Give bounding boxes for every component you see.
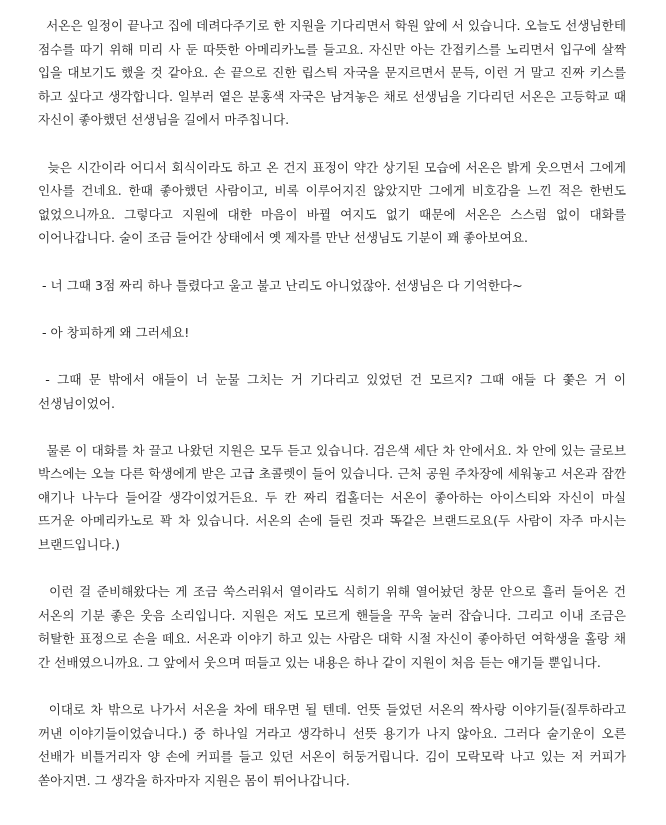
story-paragraph-5: 이대로 차 밖으로 나가서 서온을 차에 태우면 될 텐데. 언뜻 들었던 서온의 짝사랑 이야기들(질투하라고 꺼낸 이야기들이었습니다.) 중 하나일 거라고 생각하니 선뜻 용기가 나지 않아요. 그러다 술기운이 오른 선배가 비틀거리자 양 손에 커피를 들고 있던 서온이 허둥거립니다. 김이 모락모락 나고 있는 저 커피가 쏟아지면. 그 생각을 하자마자 지원은 몸이 튀어나갑니다.	[38, 702, 626, 788]
dialogue-line-2: - 아 창피하게 왜 그러세요!	[38, 324, 190, 340]
story-paragraph-4: 이런 걸 준비해왔다는 게 조금 쑥스러워서 열이라도 식히기 위해 열어놨던 창문 안으로 흘러 들어온 건 서온의 기분 좋은 웃음 소리입니다. 지원은 저도 모르게 핸들을 꾸욱 눌러 잡습니다. 그리고 이내 조금은 허탈한 표정으로 손을 떼요. 서온과 이야기 하고 있는 사람은 대학 시절 자신이 좋아하던 여학생을 홀랑 채 간 선배였으니까요. 그 앞에서 웃으며 떠들고 있는 내용은 하나 같이 지원이 처음 듣는 얘기들 뿐입니다.	[38, 584, 626, 671]
story-document	[38, 14, 626, 793]
dialogue-line-1: - 너 그때 3점 짜리 하나 틀렸다고 울고 불고 난리도 아니었잖아. 선생님은 다 기억한다~	[38, 277, 523, 293]
story-paragraph-1: 서온은 일정이 끝나고 집에 데려다주기로 한 지원을 기다리면서 학원 앞에 서 있습니다. 오늘도 선생님한테 점수를 따기 위해 미리 사 둔 따뜻한 아메리카노를 들고요. 자신만 아는 간접키스를 노리면서 입구에 살짝 입을 대보기도 했을 것 같아요. 손 끝으로 진한 립스틱 자국을 문지르면서 문득, 이런 거 말고 진짜 키스를 하고 싶다고 생각합니다. 일부러 옅은 분홍색 자국은 남겨놓은 채로 선생님을 기다리던 서온은 고등학교 때 자신이 좋아했던 선생님을 길에서 마주칩니다.	[38, 18, 626, 128]
story-paragraph-2: 늦은 시간이라 어디서 회식이라도 하고 온 건지 표정이 약간 상기된 모습에 서온은 밝게 웃으면서 그에게 인사를 건네요. 한때 좋아했던 사람이고, 비록 이루어지진 않았지만 그에게 비호감을 느낀 적은 한번도 없었으니까요. 그렇다고 지원에 대한 마음이 바뀔 여지도 없기 때문에 서온은 스스럼 없이 대화를 이어나갑니다. 술이 조금 들어간 상태에서 옛 제자를 만난 선생님도 기분이 꽤 좋아보여요.	[38, 159, 626, 246]
story-paragraph-3: 물론 이 대화를 차 끌고 나왔던 지원은 모두 듣고 있습니다. 검은색 세단 차 안에서요. 차 안에 있는 글로브 박스에는 오늘 다른 학생에게 받은 고급 초콜렛이 들어 있습니다. 근처 공원 주차장에 세워놓고 서온과 잠깐 얘기나 나누다 들어갈 생각이었거든요. 두 칸 짜리 컵홀더는 서온이 좋아하는 아이스티와 자신이 마실 뜨거운 아메리카노로 꽉 차 있습니다. 서온의 손에 들린 것과 똑같은 브랜드로요(두 사람이 자주 마시는 브랜드입니다.)	[38, 442, 626, 553]
dialogue-line-3: - 그때 문 밖에서 애들이 너 눈물 그치는 거 기다리고 있었던 건 모르지? 그때 애들 다 쫓은 거 이 선생님이었어.	[38, 371, 626, 411]
